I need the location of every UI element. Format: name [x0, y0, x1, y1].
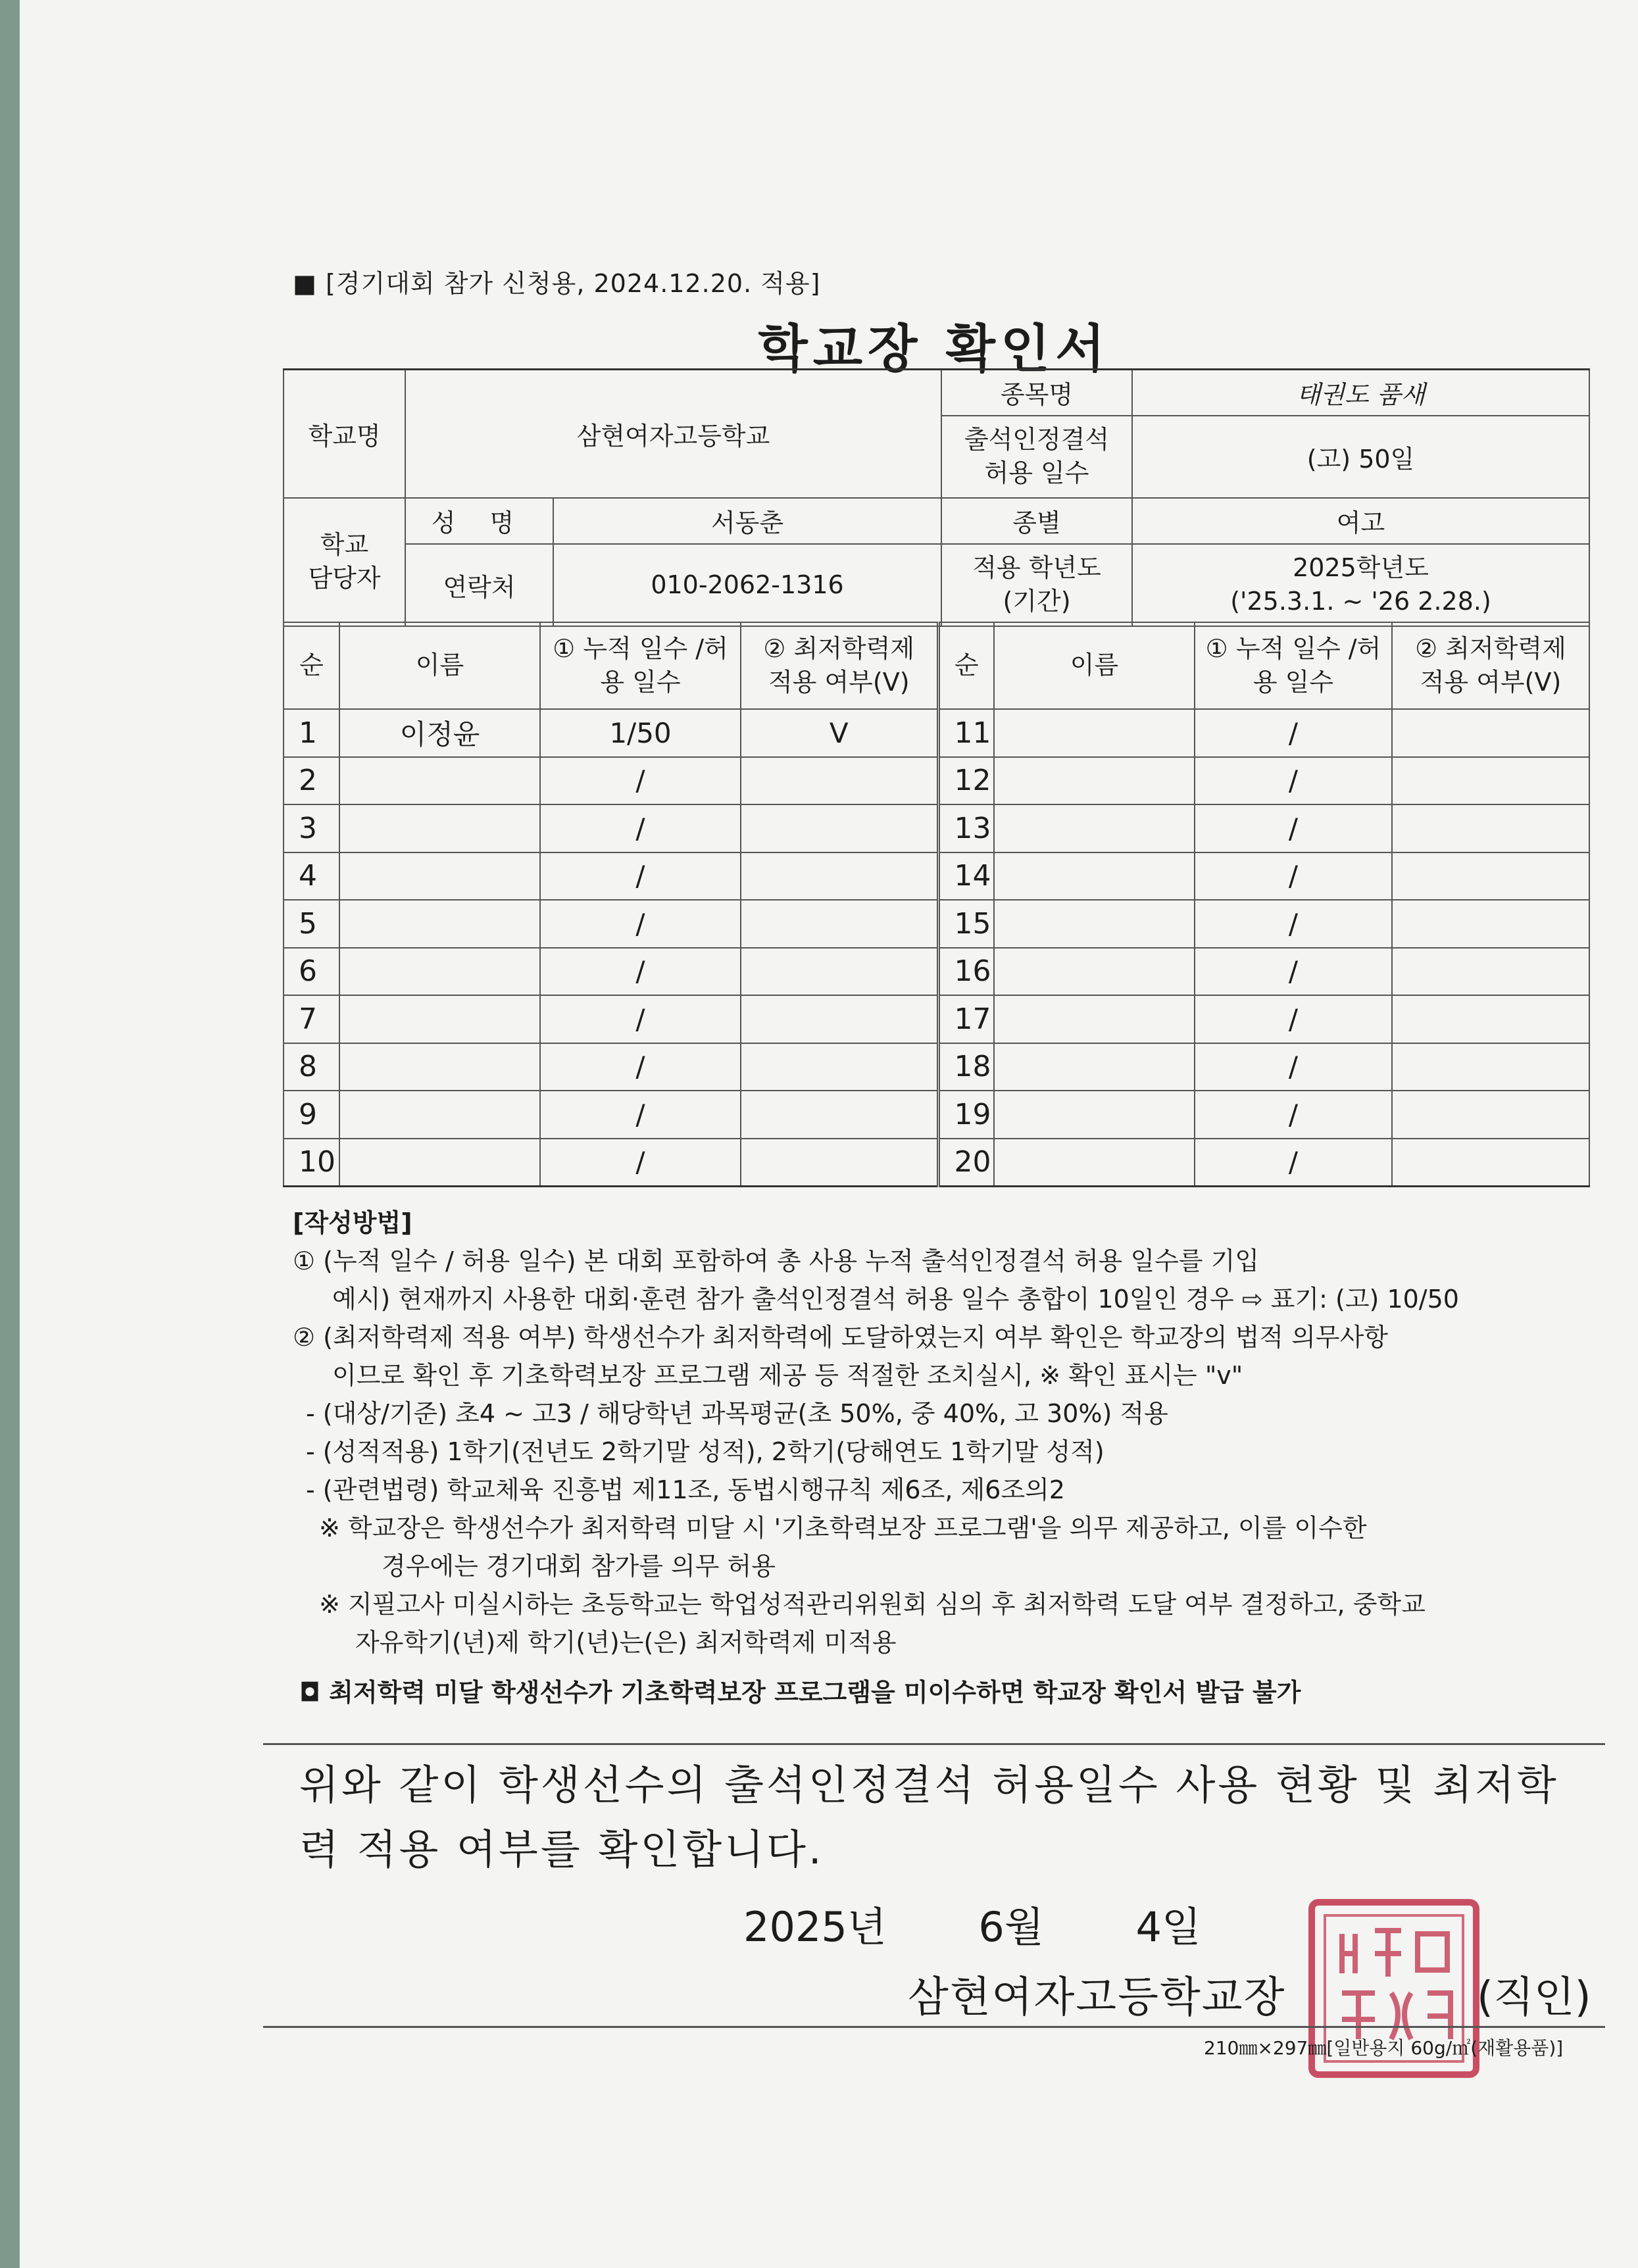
- row-number: 16: [938, 948, 994, 996]
- min-achievement-check: [1392, 757, 1589, 805]
- absence-days: /: [1195, 852, 1392, 900]
- absence-days: 1/50: [540, 709, 741, 757]
- manager-label: [284, 498, 405, 626]
- absence-days: /: [1195, 900, 1392, 948]
- absence-days: /: [1195, 1139, 1392, 1187]
- header-name: 이름: [339, 622, 540, 709]
- row-number: 14: [938, 852, 994, 900]
- date-day: 4일: [1135, 1903, 1201, 1951]
- row-number: 20: [938, 1139, 994, 1187]
- row-number: 4: [284, 852, 339, 900]
- table-row: [284, 995, 1589, 1043]
- manager-label-text: 학교 담당자: [308, 530, 381, 593]
- min-achievement-check: [741, 852, 938, 900]
- athlete-table-header: [284, 622, 1589, 709]
- method-section: [293, 1204, 1595, 1712]
- paper-spec: 210㎜×297㎜[일반용지 60g/㎡(재활용품)]: [1204, 2037, 1564, 2059]
- year-value-text: 2025학년도 ('25.3.1. ~ '26 2.28.): [1230, 553, 1491, 616]
- row-number: 18: [938, 1043, 994, 1091]
- year-value: [1132, 544, 1589, 626]
- min-achievement-check: [741, 804, 938, 852]
- paper-sheet: [20, 0, 1638, 2268]
- event-value: 태권도 품새: [1132, 370, 1589, 416]
- min-achievement-check: [1392, 709, 1589, 757]
- row-number: 6: [284, 948, 339, 996]
- method-line: - (관련법령) 학교체육 진흥법 제11조, 동법시행규칙 제6조, 제6조의2: [306, 1475, 1065, 1504]
- header-days-right: [1195, 622, 1392, 709]
- table-row: [284, 804, 1589, 852]
- athlete-name: [339, 995, 540, 1043]
- absence-days: /: [1195, 995, 1392, 1043]
- athlete-name: [994, 1139, 1195, 1187]
- form-tag: ■ [경기대회 참가 신청용, 2024.12.20. 적용]: [293, 269, 821, 298]
- athlete-name: [994, 900, 1195, 948]
- seal-label: (직인): [1477, 1973, 1591, 2022]
- row-number: 10: [284, 1139, 339, 1187]
- row-number: 5: [284, 900, 339, 948]
- category-label: 종별: [941, 498, 1132, 544]
- table-row: [284, 1139, 1589, 1187]
- table-row: [284, 852, 1589, 900]
- contact-label: 연락처: [405, 544, 553, 626]
- confirm-statement: 위와 같이 학생선수의 출석인정결석 허용일수 사용 현황 및 최저학력 적용 여부를 확인합니다.: [299, 1761, 1559, 1873]
- info-table: [283, 368, 1590, 627]
- absence-days: /: [540, 757, 741, 805]
- absence-days: /: [540, 852, 741, 900]
- header-days-text: ① 누적 일수 /허 용 일수: [553, 633, 728, 697]
- table-row: [284, 757, 1589, 805]
- absence-label-text: 출석인정결석 허용 일수: [964, 424, 1110, 487]
- table-row: [284, 709, 1589, 757]
- header-min-text: ② 최저학력제 적용 여부(V): [763, 633, 915, 697]
- min-achievement-check: [741, 995, 938, 1043]
- method-line: - (성적적용) 1학기(전년도 2학기말 성적), 2학기(당해연도 1학기말 성적): [306, 1437, 1104, 1466]
- table-row: [284, 1043, 1589, 1091]
- method-line: ① (누적 일수 / 허용 일수) 본 대회 포함하여 총 사용 누적 출석인정결석 허용 일수를 기입: [293, 1246, 1260, 1275]
- min-achievement-check: [741, 757, 938, 805]
- school-name: 삼현여자고등학교: [405, 370, 941, 498]
- method-line: 예시) 현재까지 사용한 대회·훈련 참가 출석인정결석 허용 일수 총합이 10일인 경우 ⇨ 표기: (고) 10/50: [332, 1285, 1459, 1314]
- row-number: 12: [938, 757, 994, 805]
- method-line: ② (최저학력제 적용 여부) 학생선수가 최저학력에 도달하였는지 여부 확인은 학교장의 법적 의무사항: [293, 1323, 1388, 1352]
- min-achievement-check: [1392, 804, 1589, 852]
- date-month: 6월: [978, 1903, 1044, 1951]
- method-heading: [작성방법]: [293, 1208, 412, 1237]
- table-row: [284, 900, 1589, 948]
- header-min-right: [1392, 622, 1589, 709]
- method-line: 자유학기(년)제 학기(년)는(은) 최저학력제 미적용: [355, 1628, 897, 1657]
- min-achievement-check: [1392, 1091, 1589, 1139]
- min-achievement-check: [1392, 852, 1589, 900]
- athlete-name: [339, 1043, 540, 1091]
- min-achievement-check: [1392, 948, 1589, 996]
- absence-days: /: [540, 995, 741, 1043]
- row-number: 9: [284, 1091, 339, 1139]
- date-year: 2025년: [743, 1903, 887, 1951]
- school-name-label: 학교명: [284, 370, 405, 498]
- athlete-name: [339, 757, 540, 805]
- min-achievement-check: [741, 1043, 938, 1091]
- table-row: [284, 948, 1589, 996]
- header-no: 순: [284, 622, 339, 709]
- method-line: ※ 지필고사 미실시하는 초등학교는 학업성적관리위원회 심의 후 최저학력 도달 여부 결정하고, 중학교: [319, 1590, 1426, 1619]
- absence-days: /: [540, 900, 741, 948]
- athlete-name: 이정윤: [339, 709, 540, 757]
- method-line: 이므로 확인 후 기초학력보장 프로그램 제공 등 적절한 조치실시, ※ 확인 표시는 "v": [332, 1361, 1243, 1390]
- athlete-table: [283, 622, 1590, 1187]
- absence-label: [941, 416, 1132, 498]
- bottom-rule: [263, 2026, 1605, 2028]
- row-number: 3: [284, 804, 339, 852]
- row-number: 17: [938, 995, 994, 1043]
- athlete-table-body: [284, 622, 1589, 1187]
- row-number: 7: [284, 995, 339, 1043]
- method-notice: ◘ 최저학력 미달 학생선수가 기초학력보장 프로그램을 미이수하면 학교장 확인서 발급 불가: [299, 1678, 1301, 1707]
- min-achievement-check: [1392, 1043, 1589, 1091]
- issue-date: [743, 1894, 1241, 1953]
- athlete-name: [994, 1043, 1195, 1091]
- absence-days: /: [1195, 948, 1392, 996]
- min-achievement-check: [741, 900, 938, 948]
- absence-days: /: [1195, 709, 1392, 757]
- athlete-name: [339, 1139, 540, 1187]
- min-achievement-check: [1392, 1139, 1589, 1187]
- athlete-name: [339, 804, 540, 852]
- table-row: [284, 1091, 1589, 1139]
- athlete-name: [994, 709, 1195, 757]
- absence-days: /: [540, 804, 741, 852]
- header-no-right: 순: [938, 622, 994, 709]
- athlete-name: [339, 852, 540, 900]
- category-value: 여고: [1132, 498, 1589, 544]
- method-line: ※ 학교장은 학생선수가 최저학력 미달 시 '기초학력보장 프로그램'을 의무 제공하고, 이를 이수한: [319, 1514, 1367, 1542]
- absence-days: /: [540, 1139, 741, 1187]
- athlete-name: [994, 948, 1195, 996]
- header-days-right-text: ① 누적 일수 /허 용 일수: [1205, 633, 1381, 697]
- athlete-name: [994, 757, 1195, 805]
- min-achievement-check: [741, 1091, 938, 1139]
- min-achievement-check: V: [741, 709, 938, 757]
- absence-days: /: [1195, 1043, 1392, 1091]
- year-label: [941, 544, 1132, 626]
- header-name-right: 이름: [994, 622, 1195, 709]
- row-number: 11: [938, 709, 994, 757]
- athlete-name: [994, 852, 1195, 900]
- athlete-name: [339, 1091, 540, 1139]
- row-number: 2: [284, 757, 339, 805]
- row-number: 8: [284, 1043, 339, 1091]
- athlete-name: [339, 900, 540, 948]
- year-label-text: 적용 학년도 (기간): [972, 553, 1101, 616]
- min-achievement-check: [741, 1139, 938, 1187]
- header-min-right-text: ② 최저학력제 적용 여부(V): [1415, 633, 1566, 697]
- min-achievement-check: [1392, 995, 1589, 1043]
- document-title: 학교장 확인서: [758, 320, 1110, 379]
- event-label: 종목명: [941, 370, 1132, 416]
- signer-name: 삼현여자고등학교장: [908, 1973, 1286, 2022]
- name-label: 성 명: [405, 498, 553, 544]
- manager-name: 서동춘: [553, 498, 941, 544]
- min-achievement-check: [741, 948, 938, 996]
- row-number: 15: [938, 900, 994, 948]
- athlete-name: [994, 995, 1195, 1043]
- absence-value: (고) 50일: [1132, 416, 1589, 498]
- athlete-name: [339, 948, 540, 996]
- absence-days: /: [1195, 757, 1392, 805]
- row-number: 13: [938, 804, 994, 852]
- athlete-name: [994, 804, 1195, 852]
- method-line: - (대상/기준) 초4 ~ 고3 / 해당학년 과목평균(초 50%, 중 40%, 고 30%) 적용: [306, 1399, 1168, 1428]
- row-number: 19: [938, 1091, 994, 1139]
- divider-line: [263, 1743, 1605, 1745]
- absence-days: /: [1195, 1091, 1392, 1139]
- method-line: 경우에는 경기대회 참가를 의무 허용: [382, 1552, 776, 1581]
- absence-days: /: [540, 948, 741, 996]
- header-min: [741, 622, 938, 709]
- athlete-name: [994, 1091, 1195, 1139]
- contact-value: 010-2062-1316: [553, 544, 941, 626]
- header-days: [540, 622, 741, 709]
- absence-days: /: [540, 1091, 741, 1139]
- absence-days: /: [1195, 804, 1392, 852]
- absence-days: /: [540, 1043, 741, 1091]
- min-achievement-check: [1392, 900, 1589, 948]
- row-number: 1: [284, 709, 339, 757]
